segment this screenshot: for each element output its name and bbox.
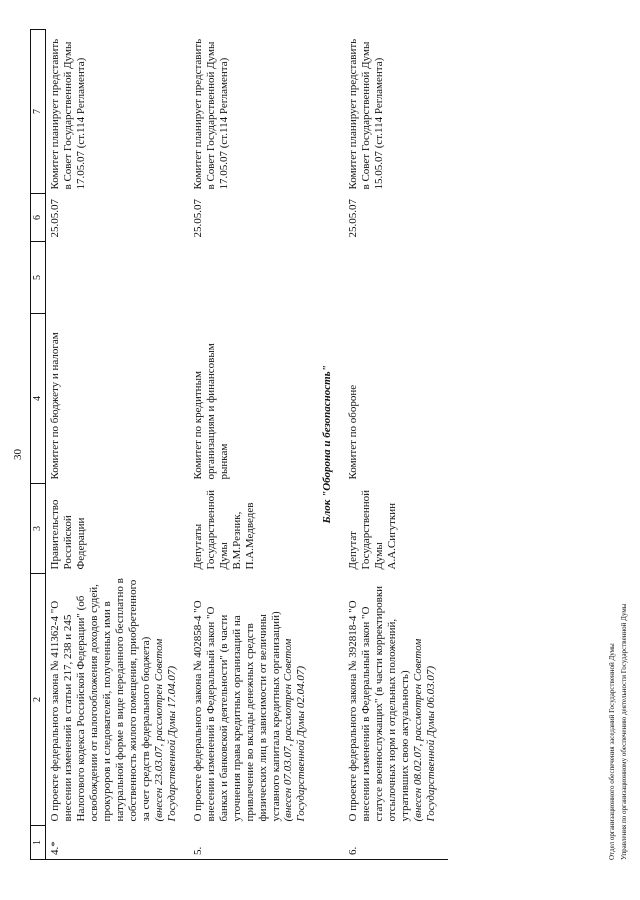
bill-status: Комитет планирует представить в Совет Государственной Думы 17.05.07 (ст.114 Регламента)	[191, 38, 230, 190]
column-header-5: 5	[31, 242, 46, 314]
bill-col5	[189, 242, 319, 314]
row-number: 6.	[344, 826, 448, 860]
bill-description	[344, 574, 448, 826]
bill-body: "О внесении изменений в Федеральный закон "О статусе военнослужащих" (в части корректировки отсылочных норм и отдельных положений, утративших свою актуальность)	[347, 585, 412, 822]
bill-note: (внесен 23.03.07, рассмотрен Советом Государственной Думы 17.04.07)	[152, 638, 178, 822]
bill-committee: Комитет по кредитным организациям и финансовым рынкам	[191, 343, 230, 480]
bill-status: Комитет планирует представить в Совет Государственной Думы 17.05.07 (ст.114 Регламента)	[49, 38, 87, 190]
column-header-row	[31, 30, 46, 860]
bill-body: "О внесении изменений в статьи 217, 238 и 245 Налогового кодекса Российской Федерации" (об освобождении от налогообложения доходов судей, прокуроров и следователей, полученных ими в натуральной форме в виде переданного бесплатно в собственность жилого помещения, приобретенного за счет средств федерального бюджета)	[49, 578, 152, 822]
column-header-1: 1	[31, 826, 46, 860]
bill-note: (внесен 08.02.07, рассмотрен Советом Государственной Думы 06.03.07)	[412, 638, 438, 822]
column-header-2: 2	[31, 574, 46, 826]
bill-title: О проекте федерального закона № 392818-4	[347, 615, 360, 822]
bill-col5	[46, 242, 189, 314]
bill-committee: Комитет по обороне	[347, 384, 360, 480]
bill-status: Комитет планирует представить в Совет Государственной Думы 15.05.07 (ст.114 Регламента)	[347, 38, 386, 190]
bill-description	[46, 574, 189, 826]
bill-author: Депутаты Государственной Думы В.М.Резник, П.А.Медведев	[191, 489, 256, 570]
block-heading: Блок "Оборона и безопасность"	[318, 30, 344, 860]
bill-date: 25.05.07	[347, 199, 360, 238]
table-row	[344, 30, 448, 860]
row-number: 5.	[189, 826, 319, 860]
bill-title: О проекте федерального закона № 411362-4	[49, 616, 61, 822]
bill-title: О проекте федерального закона № 402858-4	[191, 615, 204, 822]
bill-date: 25.05.07	[191, 199, 204, 238]
block-heading-row	[318, 30, 344, 860]
footer-line-1: Отдел организационного обеспечения заседаний Государственной Думы	[608, 643, 616, 860]
bills-table	[30, 29, 448, 860]
page-number: 30	[12, 449, 24, 460]
row-number: 4.*	[46, 826, 189, 860]
bill-description	[189, 574, 319, 826]
bill-col5	[344, 242, 448, 314]
bill-date: 25.05.07	[49, 199, 61, 238]
column-header-6: 6	[31, 194, 46, 242]
table-row	[46, 30, 189, 860]
bill-note: (внесен 07.03.07, рассмотрен Советом Государственной Думы 02.04.07)	[282, 638, 308, 822]
bill-author: Депутат Государственной Думы А.А.Сигуткин	[347, 489, 399, 570]
column-header-7: 7	[31, 30, 46, 194]
column-header-3: 3	[31, 484, 46, 574]
footer-line-2: Управления по организационному обеспечению деятельности Государственной Думы	[620, 603, 628, 860]
column-header-4: 4	[31, 314, 46, 484]
bill-committee: Комитет по бюджету и налогам	[49, 332, 61, 480]
table-row	[189, 30, 319, 860]
bill-author: Правительство Российской Федерации	[49, 499, 87, 570]
bill-body: "О внесении изменений в Федеральный закон "О банках и банковской деятельности" (в части уточнения права кредитных организаций на привлечение во вклады денежных средств физических лиц в зависимости от величины уставного капитала кредитных организаций)	[191, 600, 282, 822]
